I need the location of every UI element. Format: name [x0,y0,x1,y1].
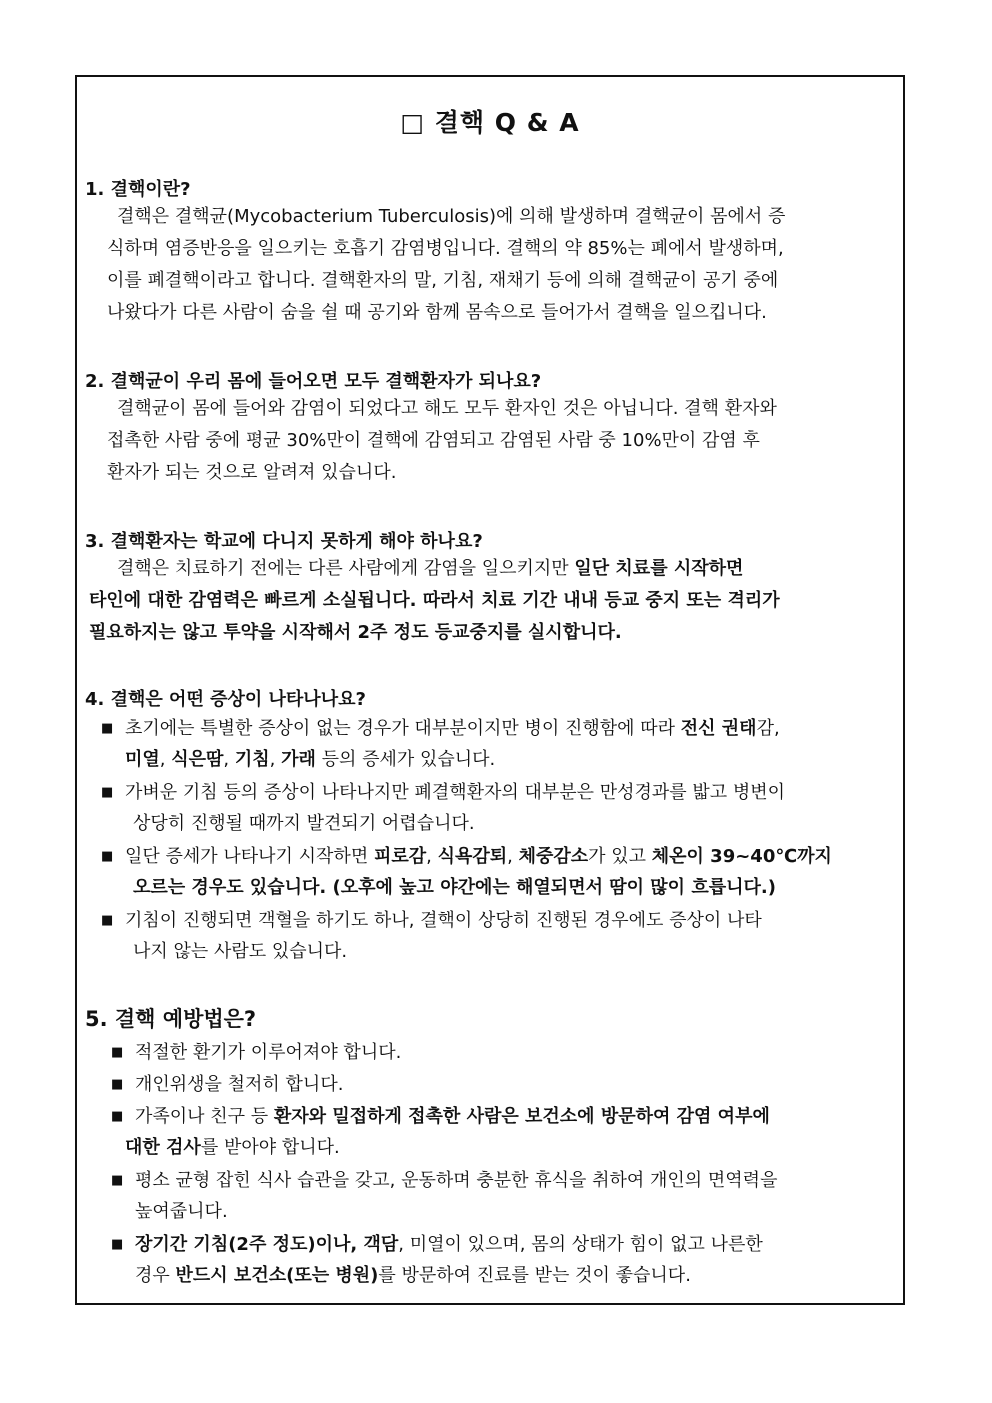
answer-2 [107,393,887,489]
answer-2-line: 환자가 되는 것으로 알려져 있습니다. [107,462,397,483]
prevention-item: ■ 개인위생을 철저히 합니다. [135,1069,343,1100]
prevention-item: ■ 평소 균형 잡힌 식사 습관을 갖고, 운동하며 충분한 휴식을 취하여 개인의 면역력을 높여줍니다. [135,1165,777,1227]
bullet-square-icon: ■ [111,1045,124,1060]
answer-1-line: 식하며 염증반응을 일으키는 호흡기 감염병입니다. 결핵의 약 85%는 폐에서 발생하며, [107,238,784,259]
symptom-item: ■ 가벼운 기침 등의 증상이 나타나지만 폐결핵환자의 대부분은 만성경과를 밟고 병변이 상당히 진행될 때까지 발견되기 어렵습니다. [125,777,785,839]
answer-2-line: 결핵균이 몸에 들어와 감염이 되었다고 해도 모두 환자인 것은 아닙니다. 결핵 환자와 [117,398,777,419]
answer-1 [107,201,887,329]
bullet-square-icon: ■ [111,1237,124,1252]
bullet-square-icon: ■ [101,721,114,736]
page-title: □ 결핵 Q & A [400,108,580,137]
symptom-item: ■ 초기에는 특별한 증상이 없는 경우가 대부분이지만 병이 진행함에 따라 전신 권태감, 미열, 식은땀, 기침, 가래 등의 증세가 있습니다. [125,713,780,775]
question-4-heading: 4. 결핵은 어떤 증상이 나타나나요? [85,689,366,710]
prevention-item: ■ 적절한 환기가 이루어져야 합니다. [135,1037,401,1068]
bullet-square-icon: ■ [111,1173,124,1188]
answer-3-emphasis: 일단 치료를 시작하면 [574,558,744,579]
question-2-heading: 2. 결핵균이 우리 몸에 들어오면 모두 결핵환자가 되나요? [85,371,542,392]
prevention-item: ■ 장기간 기침(2주 정도)이나, 객담, 미열이 있으며, 몸의 상태가 힘이 없고 나른한 경우 반드시 보건소(또는 병원)를 방문하여 진료를 받는 것이 좋습니다. [135,1229,763,1291]
bullet-square-icon: ■ [101,913,114,928]
prevention-item: ■ 가족이나 친구 등 환자와 밀접하게 접촉한 사람은 보건소에 방문하여 감염 여부에 대한 검사를 받아야 합니다. [135,1101,770,1163]
bullet-square-icon: ■ [111,1077,124,1092]
symptom-item: ■ 기침이 진행되면 객혈을 하기도 하나, 결핵이 상당히 진행된 경우에도 증상이 나타 나지 않는 사람도 있습니다. [125,905,762,967]
answer-1-line: 나왔다가 다른 사람이 숨을 쉴 때 공기와 함께 몸속으로 들어가서 결핵을 일으킵니다. [107,302,767,323]
document-frame [75,75,905,1305]
bullet-square-icon: ■ [111,1109,124,1124]
answer-1-line: 결핵은 결핵균(Mycobacterium Tuberculosis)에 의해 발생하며 결핵균이 몸에서 증 [117,206,786,227]
answer-3 [89,553,889,649]
answer-3-text: 결핵은 치료하기 전에는 다른 사람에게 감염을 일으키지만 [117,558,575,579]
answer-3-line [89,553,889,585]
question-3-heading: 3. 결핵환자는 학교에 다니지 못하게 해야 하나요? [85,531,483,552]
bullet-square-icon: ■ [101,849,114,864]
question-1-heading: 1. 결핵이란? [85,179,191,200]
answer-1-line: 이를 폐결핵이라고 합니다. 결핵환자의 말, 기침, 재채기 등에 의해 결핵균이 공기 중에 [107,270,779,291]
bullet-square-icon: ■ [101,785,114,800]
symptom-item: ■ 일단 증세가 나타나기 시작하면 피로감, 식욕감퇴, 체중감소가 있고 체온이 39~40℃까지 오르는 경우도 있습니다. (오후에 높고 야간에는 해열되면서 땀이 많이 흐릅니다.) [125,841,832,903]
question-5-heading: 5. 결핵 예방법은? [85,1007,257,1031]
answer-2-line: 접촉한 사람 중에 평균 30%만이 결핵에 감염되고 감염된 사람 중 10%만이 감염 후 [107,430,760,451]
answer-3-line: 타인에 대한 감염력은 빠르게 소실됩니다. 따라서 치료 기간 내내 등교 중지 또는 격리가 [89,590,780,611]
answer-3-line: 필요하지는 않고 투약을 시작해서 2주 정도 등교중지를 실시합니다. [89,622,622,643]
